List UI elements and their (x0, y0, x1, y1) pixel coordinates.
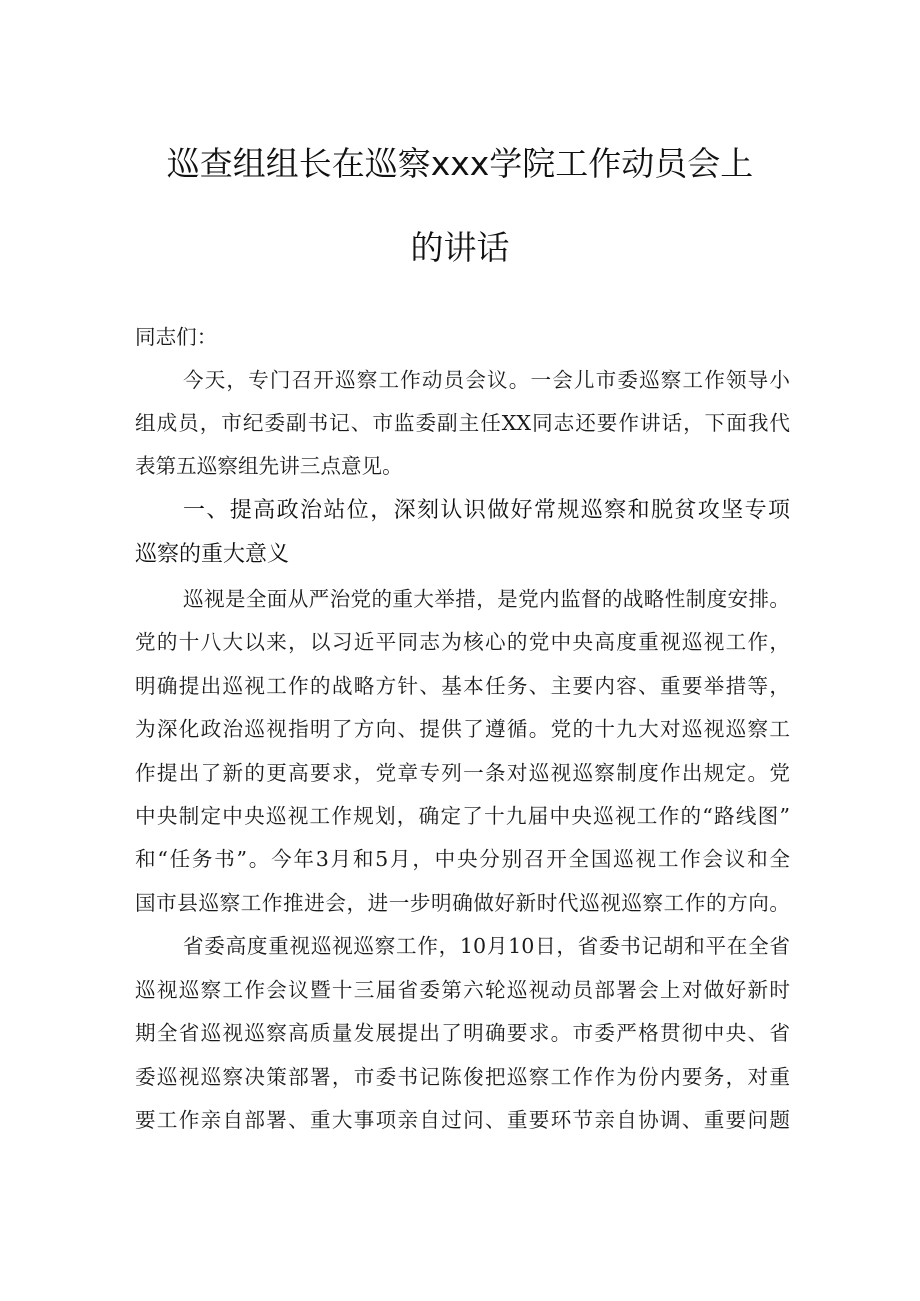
paragraph-line: 省委高度重视巡视巡察工作，10月10日，省委书记胡和平在全省 (183, 934, 790, 958)
salutation: 同志们： (135, 325, 218, 349)
paragraph-line: 和“任务书”。今年3月和5月，中央分别召开全国巡视工作会议和全 (135, 847, 790, 871)
paragraph-line: 期全省巡视巡察高质量发展提出了明确要求。市委严格贯彻中央、省 (135, 1021, 790, 1045)
paragraph-line: 作提出了新的更高要求，党章专列一条对巡视巡察制度作出规定。党 (135, 761, 790, 785)
section-heading-line: 巡察的重大意义 (135, 542, 290, 567)
paragraph-line: 中央制定中央巡视工作规划，确定了十九届中央巡视工作的“路线图” (135, 804, 790, 828)
paragraph-line: 明确提出巡视工作的战略方针、基本任务、主要内容、重要举措等， (135, 674, 790, 698)
paragraph-line: 组成员，市纪委副书记、市监委副主任XX同志还要作讲话，下面我代 (135, 411, 790, 435)
paragraph-line: 巡视巡察工作会议暨十三届省委第六轮巡视动员部署会上对做好新时 (135, 978, 790, 1002)
paragraph-line: 委巡视巡察决策部署，市委书记陈俊把巡察工作作为份内要务，对重 (135, 1065, 790, 1089)
paragraph-line: 巡视是全面从严治党的重大举措，是党内监督的战略性制度安排。 (183, 587, 790, 611)
paragraph-line: 党的十八大以来，以习近平同志为核心的党中央高度重视巡视工作， (135, 630, 790, 654)
section-heading-line: 一、提高政治站位，深刻认识做好常规巡察和脱贫攻坚专项 (183, 498, 790, 523)
paragraph-line: 今天，专门召开巡察工作动员会议。一会儿市委巡察工作领导小 (183, 368, 790, 392)
paragraph-line: 表第五巡察组先讲三点意见。 (135, 454, 403, 478)
document-title-line-1: 巡查组组长在巡察xxx学院工作动员会上 (166, 144, 754, 183)
document-title-line-2: 的讲话 (410, 228, 510, 267)
paragraph-line: 国市县巡察工作推进会，进一步明确做好新时代巡视巡察工作的方向。 (135, 891, 790, 915)
paragraph-line: 要工作亲自部署、重大事项亲自过问、重要环节亲自协调、重要问题 (135, 1108, 790, 1132)
paragraph-line: 为深化政治巡视指明了方向、提供了遵循。党的十九大对巡视巡察工 (135, 717, 790, 741)
